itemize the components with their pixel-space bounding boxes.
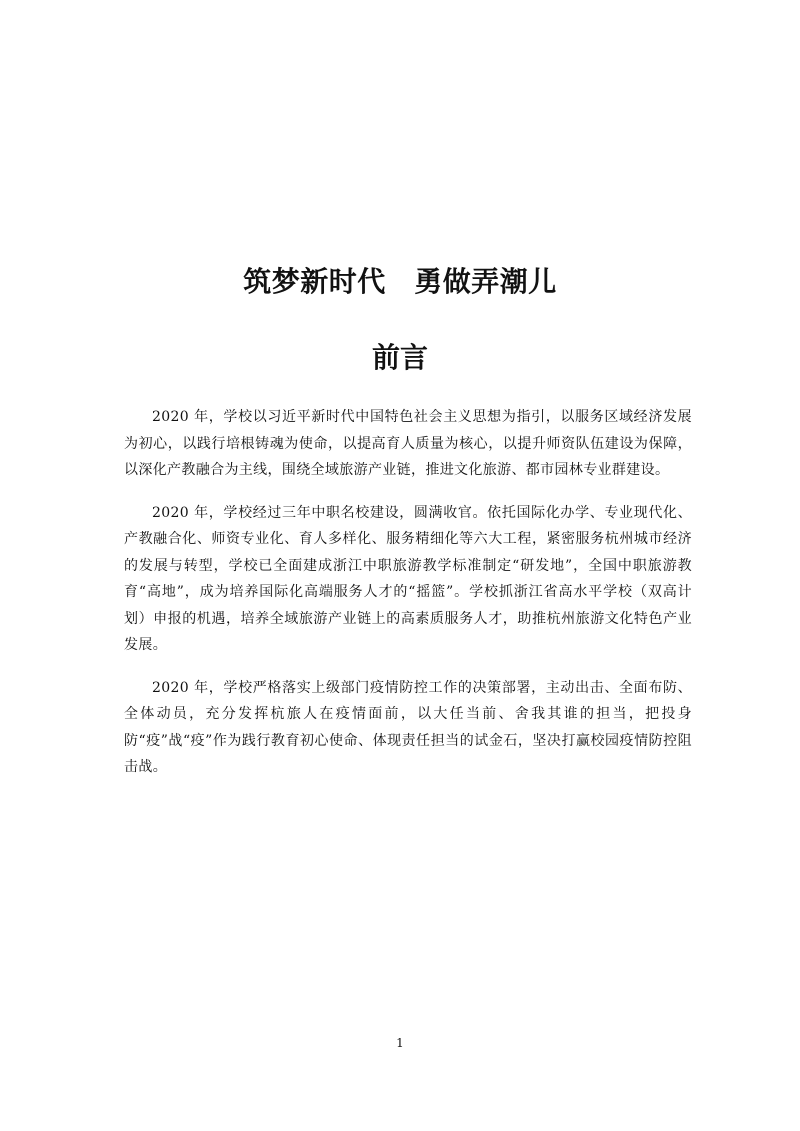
page-number: 1 — [396, 1036, 404, 1050]
main-title: 筑梦新时代 勇做弄潮儿 — [243, 265, 557, 298]
paragraph-2: 2020 年，学校经过三年中职名校建设，圆满收官。依托国际化办学、专业现代化、产教融合化、师资专业化、育人多样化、服务精细化等六大工程，紧密服务杭州城市经济的发展与转型，学校已全面建成浙江中职旅游教学标准制定“研发地”，全国中职旅游教育“高地”，成为培养国际化高端服务人才的“摇篮”。学校抓浙江省高水平学校（双高计划）申报的机遇，培养全域旅游产业链上的高素质服务人才，助推杭州旅游文化特色产业发展。 — [124, 504, 692, 653]
section-title-preface: 前言 — [371, 341, 428, 374]
paragraph-1: 2020 年，学校以习近平新时代中国特色社会主义思想为指引，以服务区域经济发展为初心，以践行培根铸魂为使命，以提高育人质量为核心，以提升师资队伍建设为保障，以深化产教融合为主线，围绕全域旅游产业链，推进文化旅游、都市园林专业群建设。 — [124, 409, 692, 478]
paragraph-3: 2020 年，学校严格落实上级部门疫情防控工作的决策部署，主动出击、全面布防、全体动员，充分发挥杭旅人在疫情面前，以大任当前、舍我其谁的担当，把投身防“疫”战“疫”作为践行教育初心使命、体现责任担当的试金石，坚决打赢校园疫情防控阻击战。 — [124, 679, 692, 775]
preface-body — [124, 404, 692, 797]
